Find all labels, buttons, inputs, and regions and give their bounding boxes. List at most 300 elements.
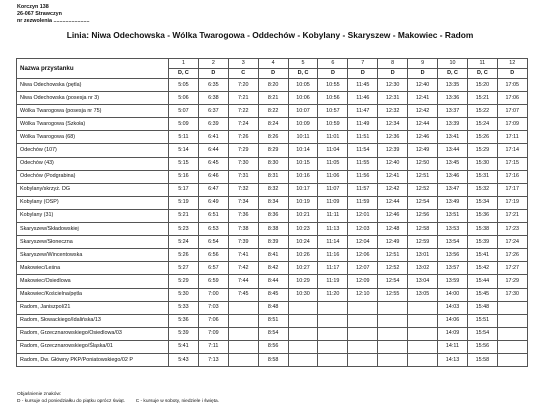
departure-time: 6:41 [198, 131, 228, 144]
table-row [17, 92, 528, 105]
departure-time: 12:58 [408, 223, 438, 236]
departure-time: 13:05 [408, 288, 438, 301]
departure-time: 15:29 [467, 144, 497, 157]
stop-name: Radom, Dw. Główny PKP/Poniatowskiego/02 P [17, 353, 169, 366]
departure-time: 12:51 [378, 249, 408, 262]
departure-time: 11:04 [318, 144, 348, 157]
legend [17, 392, 219, 405]
departure-time: 12:42 [378, 183, 408, 196]
departure-time: 8:36 [258, 209, 288, 222]
departure-time: 15:56 [467, 340, 497, 353]
departure-time: 12:41 [408, 92, 438, 105]
departure-time: 14:00 [438, 288, 468, 301]
departure-time: 13:02 [408, 262, 438, 275]
departure-time: 15:41 [467, 249, 497, 262]
departure-time: 17:21 [497, 209, 527, 222]
table-row [17, 301, 528, 314]
departure-time: 6:54 [198, 236, 228, 249]
departure-time: 7:41 [228, 249, 258, 262]
departure-time [378, 327, 408, 340]
course-number: 9 [408, 59, 438, 69]
legend-d: D - kursuje od poniedziałku do piątku oprócz świąt. [17, 398, 125, 404]
departure-time: 13:57 [438, 262, 468, 275]
departure-time: 12:49 [408, 144, 438, 157]
departure-time: 7:22 [228, 105, 258, 118]
departure-time: 10:09 [288, 118, 318, 131]
departure-time: 5:11 [169, 131, 199, 144]
departure-time: 13:53 [438, 223, 468, 236]
stop-name: Radom, Słowackiego/Idalińska/13 [17, 314, 169, 327]
departure-time [497, 314, 527, 327]
course-number: 8 [378, 59, 408, 69]
departure-time: 13:45 [438, 157, 468, 170]
departure-time: 5:06 [169, 92, 199, 105]
departure-time [408, 327, 438, 340]
route-title: Linia: Niwa Odechowska - Wólka Twarogowa - Oddechów - Kobylany - Skaryszew - Makowiec - Radom [66, 30, 474, 40]
departure-time [408, 301, 438, 314]
course-code: D [318, 69, 348, 79]
departure-time: 7:03 [198, 301, 228, 314]
departure-time: 5:29 [169, 275, 199, 288]
departure-time: 6:49 [198, 196, 228, 209]
departure-time: 13:51 [438, 209, 468, 222]
departure-time: 13:41 [438, 131, 468, 144]
departure-time: 6:47 [198, 183, 228, 196]
departure-time: 15:36 [467, 209, 497, 222]
departure-time [378, 353, 408, 366]
departure-time: 6:39 [198, 118, 228, 131]
departure-time: 7:44 [228, 275, 258, 288]
departure-time: 8:41 [258, 249, 288, 262]
departure-time [408, 340, 438, 353]
course-number: 2 [198, 59, 228, 69]
table-row [17, 183, 528, 196]
departure-time: 10:19 [288, 196, 318, 209]
course-number: 10 [438, 59, 468, 69]
departure-time: 15:24 [467, 118, 497, 131]
departure-time [318, 327, 348, 340]
departure-time: 17:27 [497, 262, 527, 275]
departure-time: 12:40 [378, 157, 408, 170]
departure-time: 7:00 [198, 288, 228, 301]
departure-time: 7:36 [228, 209, 258, 222]
departure-time: 11:47 [348, 105, 378, 118]
stop-name: Makowiec/Leśna [17, 262, 169, 275]
departure-time: 11:55 [348, 157, 378, 170]
departure-time: 6:37 [198, 105, 228, 118]
stop-name: Kobylany (31) [17, 209, 169, 222]
table-row [17, 236, 528, 249]
departure-time: 12:41 [378, 170, 408, 183]
table-row [17, 118, 528, 131]
departure-time [497, 353, 527, 366]
legend-title: Objaśnienie znaków: [17, 392, 62, 397]
departure-time: 14:11 [438, 340, 468, 353]
departure-time: 14:09 [438, 327, 468, 340]
departure-time [497, 327, 527, 340]
departure-time: 12:32 [378, 105, 408, 118]
departure-time: 15:51 [467, 314, 497, 327]
departure-time: 12:49 [378, 236, 408, 249]
departure-time: 5:43 [169, 353, 199, 366]
departure-time: 8:58 [258, 353, 288, 366]
departure-time: 5:09 [169, 118, 199, 131]
departure-time: 8:20 [258, 79, 288, 92]
departure-time: 17:09 [497, 118, 527, 131]
departure-time [318, 314, 348, 327]
course-code: C [228, 69, 258, 79]
departure-time: 7:29 [228, 144, 258, 157]
departure-time: 7:42 [228, 262, 258, 275]
departure-time: 12:46 [408, 131, 438, 144]
departure-time: 8:30 [258, 157, 288, 170]
departure-time: 15:44 [467, 275, 497, 288]
departure-time [228, 327, 258, 340]
departure-time: 6:56 [198, 249, 228, 262]
departure-time: 8:34 [258, 196, 288, 209]
departure-time: 5:23 [169, 223, 199, 236]
departure-time [348, 301, 378, 314]
departure-time: 12:31 [378, 92, 408, 105]
departure-time: 15:58 [467, 353, 497, 366]
departure-time: 7:32 [228, 183, 258, 196]
departure-time: 15:39 [467, 236, 497, 249]
departure-time: 12:55 [378, 288, 408, 301]
departure-time: 7:38 [228, 223, 258, 236]
departure-time: 13:56 [438, 249, 468, 262]
departure-time: 10:27 [288, 262, 318, 275]
departure-time: 8:31 [258, 170, 288, 183]
departure-time: 5:33 [169, 301, 199, 314]
departure-time: 17:17 [497, 183, 527, 196]
stop-name: Skaryszew/Wincentowska [17, 249, 169, 262]
table-row [17, 209, 528, 222]
departure-time: 11:45 [348, 79, 378, 92]
departure-time: 17:23 [497, 223, 527, 236]
course-code: D, C [438, 69, 468, 79]
legend-codes [17, 399, 219, 406]
departure-time: 12:44 [408, 118, 438, 131]
stop-name: Radom, Grzecznarowskiego/Śląska/01 [17, 340, 169, 353]
departure-time: 13:47 [438, 183, 468, 196]
departure-time: 7:06 [198, 314, 228, 327]
departure-time [408, 314, 438, 327]
departure-time: 15:31 [467, 170, 497, 183]
departure-time: 15:42 [467, 262, 497, 275]
departure-time: 12:50 [408, 157, 438, 170]
departure-time [318, 340, 348, 353]
departure-time: 5:14 [169, 144, 199, 157]
departure-time: 17:07 [497, 105, 527, 118]
departure-time: 17:11 [497, 131, 527, 144]
departure-time: 8:32 [258, 183, 288, 196]
departure-time: 12:40 [408, 79, 438, 92]
table-row [17, 223, 528, 236]
departure-time: 10:06 [288, 92, 318, 105]
departure-time: 15:45 [467, 288, 497, 301]
operator-header [17, 4, 90, 25]
stop-name: Odechów (Podgrabina) [17, 170, 169, 183]
departure-time: 8:38 [258, 223, 288, 236]
departure-time: 12:52 [378, 262, 408, 275]
departure-time: 12:01 [348, 209, 378, 222]
table-row [17, 262, 528, 275]
departure-time [318, 353, 348, 366]
departure-time: 12:03 [348, 223, 378, 236]
departure-time [348, 340, 378, 353]
departure-time: 15:34 [467, 196, 497, 209]
departure-time: 11:01 [318, 131, 348, 144]
departure-time [318, 301, 348, 314]
operator-address-line: Korczyn 138 [17, 4, 49, 10]
departure-time: 7:39 [228, 236, 258, 249]
stop-name: Radom, Grzecznarowskiego/Osiedlowa/03 [17, 327, 169, 340]
departure-time: 12:44 [378, 196, 408, 209]
departure-time: 11:57 [348, 183, 378, 196]
stop-name: Skaryszew/Słoneczna [17, 236, 169, 249]
departure-time: 17:24 [497, 236, 527, 249]
departure-time: 8:24 [258, 118, 288, 131]
departure-time: 5:30 [169, 288, 199, 301]
departure-time: 5:36 [169, 314, 199, 327]
departure-time: 8:44 [258, 275, 288, 288]
departure-time: 8:51 [258, 314, 288, 327]
stop-name: Kobylany (OSP) [17, 196, 169, 209]
departure-time: 5:17 [169, 183, 199, 196]
departure-time: 12:34 [378, 118, 408, 131]
departure-time: 12:39 [378, 144, 408, 157]
departure-time: 11:16 [318, 249, 348, 262]
departure-time: 11:56 [348, 170, 378, 183]
course-number: 12 [497, 59, 527, 69]
departure-time: 15:30 [467, 157, 497, 170]
table-row [17, 79, 528, 92]
departure-time: 5:21 [169, 209, 199, 222]
departure-time: 7:11 [198, 340, 228, 353]
course-code: D [408, 69, 438, 79]
departure-time: 12:04 [348, 236, 378, 249]
departure-time: 12:36 [378, 131, 408, 144]
departure-time: 8:45 [258, 288, 288, 301]
departure-time: 17:26 [497, 249, 527, 262]
departure-time: 17:06 [497, 92, 527, 105]
departure-time [378, 301, 408, 314]
departure-time: 10:24 [288, 236, 318, 249]
table-row [17, 170, 528, 183]
table-row [17, 327, 528, 340]
permit-number-line: nr zezwolenia ........................ [17, 18, 90, 24]
departure-time: 17:29 [497, 275, 527, 288]
legend-c: C - kursuje w soboty, niedziele i święta. [135, 398, 220, 404]
course-number: 7 [348, 59, 378, 69]
departure-time: 12:07 [348, 262, 378, 275]
departure-time: 11:49 [348, 118, 378, 131]
departure-time: 12:10 [348, 288, 378, 301]
departure-time [228, 340, 258, 353]
departure-time: 10:29 [288, 275, 318, 288]
departure-time: 5:39 [169, 327, 199, 340]
departure-time [288, 301, 318, 314]
departure-time: 12:59 [408, 236, 438, 249]
departure-time: 6:51 [198, 209, 228, 222]
departure-time: 5:41 [169, 340, 199, 353]
table-row [17, 144, 528, 157]
departure-time: 7:26 [228, 131, 258, 144]
table-row [17, 340, 528, 353]
departure-time: 11:59 [348, 196, 378, 209]
departure-time [228, 314, 258, 327]
departure-time: 13:36 [438, 92, 468, 105]
stop-name: Makowiec/Osiedlowa [17, 275, 169, 288]
course-code: D [348, 69, 378, 79]
departure-time: 7:24 [228, 118, 258, 131]
course-code: D [258, 69, 288, 79]
departure-time: 5:24 [169, 236, 199, 249]
stop-name: Odechów (43) [17, 157, 169, 170]
departure-time: 8:54 [258, 327, 288, 340]
course-code: D [497, 69, 527, 79]
table-row [17, 314, 528, 327]
stop-name: Niwa Odechowska (pętla) [17, 79, 169, 92]
departure-time: 11:11 [318, 209, 348, 222]
departure-time: 7:30 [228, 157, 258, 170]
departure-time: 11:09 [318, 196, 348, 209]
departure-time [497, 301, 527, 314]
departure-time: 8:42 [258, 262, 288, 275]
departure-time: 10:30 [288, 288, 318, 301]
departure-time: 8:21 [258, 92, 288, 105]
departure-time: 17:16 [497, 170, 527, 183]
course-code: D, C [169, 69, 199, 79]
departure-time: 13:54 [438, 236, 468, 249]
table-row [17, 131, 528, 144]
course-number: 3 [228, 59, 258, 69]
course-number: 5 [288, 59, 318, 69]
departure-time: 13:37 [438, 105, 468, 118]
departure-time: 10:59 [318, 118, 348, 131]
departure-time: 15:38 [467, 223, 497, 236]
departure-time: 10:11 [288, 131, 318, 144]
departure-time: 8:26 [258, 131, 288, 144]
departure-time [228, 353, 258, 366]
departure-time: 12:48 [378, 223, 408, 236]
header-row-course-numbers [17, 59, 528, 69]
departure-time: 10:21 [288, 209, 318, 222]
departure-time: 17:05 [497, 79, 527, 92]
course-code: D, C [467, 69, 497, 79]
departure-time: 13:44 [438, 144, 468, 157]
stop-name: Niwa Odechowska (posesja nr 3) [17, 92, 169, 105]
departure-time: 10:15 [288, 157, 318, 170]
departure-time: 11:20 [318, 288, 348, 301]
departure-time: 12:56 [408, 209, 438, 222]
stop-name: Odechów (107) [17, 144, 169, 157]
departure-time: 14:13 [438, 353, 468, 366]
departure-time: 11:19 [318, 275, 348, 288]
departure-time: 13:39 [438, 118, 468, 131]
departure-time: 5:15 [169, 157, 199, 170]
departure-time: 8:48 [258, 301, 288, 314]
departure-time: 5:05 [169, 79, 199, 92]
course-code: D, C [288, 69, 318, 79]
departure-time: 6:59 [198, 275, 228, 288]
departure-time: 12:46 [378, 209, 408, 222]
departure-time: 11:17 [318, 262, 348, 275]
departure-time [348, 353, 378, 366]
stop-name: Wólka Twarogowa (posesja nr 75) [17, 105, 169, 118]
departure-time: 15:21 [467, 92, 497, 105]
departure-time: 14:06 [438, 314, 468, 327]
departure-time: 15:22 [467, 105, 497, 118]
departure-time [288, 314, 318, 327]
table-row [17, 275, 528, 288]
departure-time: 10:57 [318, 105, 348, 118]
departure-time [288, 340, 318, 353]
departure-time: 8:29 [258, 144, 288, 157]
departure-time [378, 340, 408, 353]
departure-time: 11:46 [348, 92, 378, 105]
departure-time: 5:27 [169, 262, 199, 275]
course-code: D [378, 69, 408, 79]
table-row [17, 196, 528, 209]
departure-time [497, 340, 527, 353]
stop-name: Wólka Twarogowa (68) [17, 131, 169, 144]
stop-name: Radom, Janiszpol/21 [17, 301, 169, 314]
departure-time: 17:15 [497, 157, 527, 170]
departure-time: 11:05 [318, 157, 348, 170]
departure-time: 6:35 [198, 79, 228, 92]
departure-time: 12:54 [378, 275, 408, 288]
departure-time: 6:46 [198, 170, 228, 183]
course-number: 1 [169, 59, 199, 69]
departure-time: 11:54 [348, 144, 378, 157]
departure-time: 14:03 [438, 301, 468, 314]
departure-time: 12:06 [348, 249, 378, 262]
departure-time: 12:09 [348, 275, 378, 288]
departure-time [288, 353, 318, 366]
timetable [16, 58, 528, 367]
stop-name: Makowiec/Kościelna/pętla [17, 288, 169, 301]
table-row [17, 288, 528, 301]
departure-time: 13:35 [438, 79, 468, 92]
departure-time [348, 314, 378, 327]
table-row [17, 105, 528, 118]
operator-postcode-line: 26-067 Strawczyn [17, 11, 62, 17]
departure-time: 10:56 [318, 92, 348, 105]
table-row [17, 353, 528, 366]
departure-time: 15:48 [467, 301, 497, 314]
departure-time: 8:56 [258, 340, 288, 353]
departure-time: 12:42 [408, 105, 438, 118]
departure-time: 10:55 [318, 79, 348, 92]
departure-time: 7:31 [228, 170, 258, 183]
departure-time: 13:04 [408, 275, 438, 288]
departure-time: 11:51 [348, 131, 378, 144]
departure-time: 6:53 [198, 223, 228, 236]
stop-name: Kobylany/skrzyż. DG [17, 183, 169, 196]
departure-time: 10:16 [288, 170, 318, 183]
course-number: 6 [318, 59, 348, 69]
departure-time: 11:06 [318, 170, 348, 183]
departure-time: 12:52 [408, 183, 438, 196]
course-number: 4 [258, 59, 288, 69]
departure-time: 5:26 [169, 249, 199, 262]
stop-name: Skaryszew/Składowskiej [17, 223, 169, 236]
departure-time: 13:46 [438, 170, 468, 183]
course-number: 11 [467, 59, 497, 69]
departure-time: 6:45 [198, 157, 228, 170]
departure-time: 7:21 [228, 92, 258, 105]
